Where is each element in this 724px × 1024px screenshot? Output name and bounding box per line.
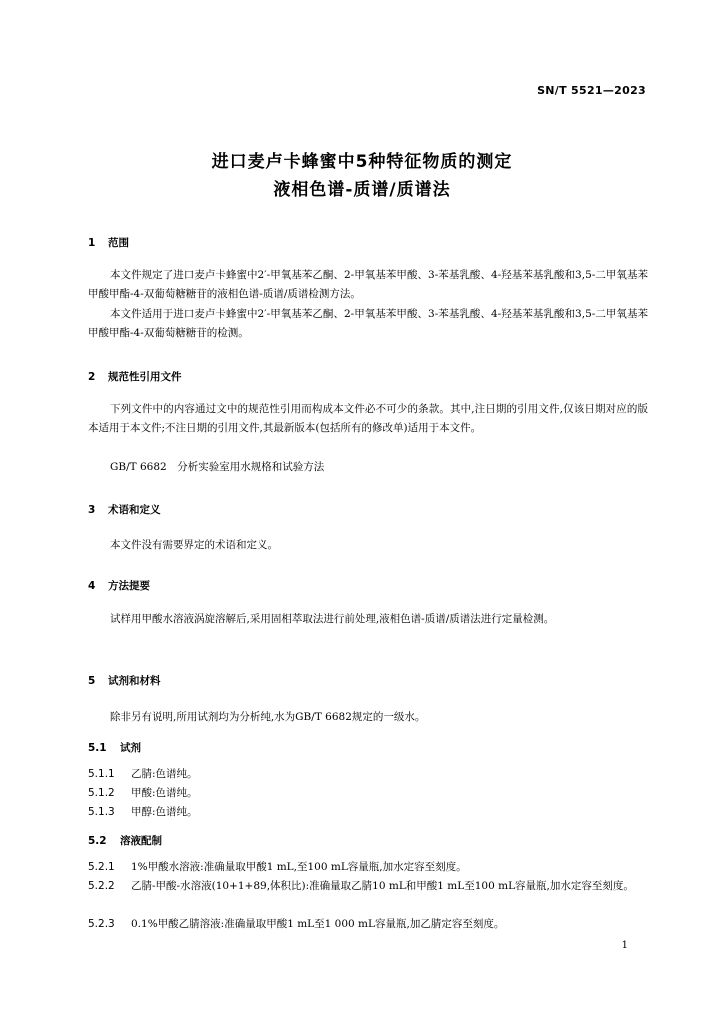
standard-code: SN/T 5521—2023 [537, 84, 646, 97]
section-2-reference: GB/T 6682 分析实验室用水规格和试验方法 [110, 461, 325, 473]
list-item [88, 765, 648, 784]
item-number: 5.1.1 [88, 768, 115, 780]
section-1-paragraph-2: 本文件适用于进口麦卢卡蜂蜜中2′-甲氧基苯乙酮、2-甲氧基苯甲酸、3-苯基乳酸、4-羟基苯基乳酸和3,5-二甲氧基苯甲酸甲酯-4-双葡萄糖糖苷的检测。 [88, 308, 648, 339]
section-title: 试剂和材料 [108, 675, 161, 687]
item-text: 乙腈-甲酸-水溶液(10+1+89,体积比):准确量取乙腈10 mL和甲酸1 mL至100 mL容量瓶,加水定容至刻度。 [131, 880, 634, 892]
document-title-line1: 进口麦卢卡蜂蜜中5种特征物质的测定 [211, 152, 513, 172]
item-text: 乙腈:色谱纯。 [131, 768, 198, 780]
section-5-heading [88, 673, 161, 688]
subsection-5-1-heading [88, 740, 141, 755]
item-text: 1%甲酸水溶液:准确量取甲酸1 mL,至100 mL容量瓶,加水定容至刻度。 [131, 861, 467, 873]
section-1-paragraph-1: 本文件规定了进口麦卢卡蜂蜜中2′-甲氧基苯乙酮、2-甲氧基苯甲酸、3-苯基乳酸、4-羟基苯基乳酸和3,5-二甲氧基苯甲酸甲酯-4-双葡萄糖糖苷的液相色谱-质谱/质谱检测方法。 [88, 269, 648, 300]
section-title: 方法提要 [108, 580, 150, 592]
section-title: 规范性引用文件 [108, 371, 182, 383]
page-number: 1 [621, 940, 628, 951]
item-number: 5.1.3 [88, 806, 115, 818]
section-number: 3 [88, 504, 96, 516]
item-number: 5.1.2 [88, 787, 115, 799]
section-title: 范围 [108, 237, 129, 249]
subsection-number: 5.2 [88, 835, 107, 847]
section-number: 4 [88, 580, 96, 592]
section-4-heading [88, 578, 150, 593]
subsection-5-2-heading [88, 833, 162, 848]
document-title-line2: 液相色谱-质谱/质谱法 [273, 180, 451, 200]
list-item [88, 858, 648, 877]
list-item [88, 915, 648, 934]
item-text: 甲酸:色谱纯。 [131, 787, 198, 799]
item-number: 5.2.3 [88, 918, 115, 930]
section-3-paragraph-1: 本文件没有需要界定的术语和定义。 [110, 539, 278, 551]
section-number: 2 [88, 371, 96, 383]
subsection-title: 试剂 [120, 742, 141, 754]
list-item [88, 784, 648, 803]
list-item [88, 877, 648, 896]
section-number: 5 [88, 675, 96, 687]
section-2-heading [88, 369, 182, 384]
section-3-heading [88, 502, 161, 517]
subsection-number: 5.1 [88, 742, 107, 754]
section-title: 术语和定义 [108, 504, 161, 516]
item-text: 0.1%甲酸乙腈溶液:准确量取甲酸1 mL至1 000 mL容量瓶,加乙腈定容至刻度。 [131, 918, 505, 930]
item-number: 5.2.1 [88, 861, 115, 873]
section-number: 1 [88, 237, 96, 249]
section-4-paragraph-1: 试样用甲酸水溶液涡旋溶解后,采用固相萃取法进行前处理,液相色谱-质谱/质谱法进行定量检测。 [110, 613, 555, 625]
item-number: 5.2.2 [88, 880, 115, 892]
subsection-title: 溶液配制 [120, 835, 162, 847]
section-5-paragraph-1: 除非另有说明,所用试剂均为分析纯,水为GB/T 6682规定的一级水。 [110, 711, 426, 723]
section-1-heading [88, 235, 129, 250]
section-2-paragraph-1: 下列文件中的内容通过文中的规范性引用而构成本文件必不可少的条款。其中,注日期的引用文件,仅该日期对应的版本适用于本文件;不注日期的引用文件,其最新版本(包括所有的修改单)适用于本文件。 [88, 403, 648, 434]
item-text: 甲醇:色谱纯。 [131, 806, 198, 818]
list-item [88, 803, 648, 822]
